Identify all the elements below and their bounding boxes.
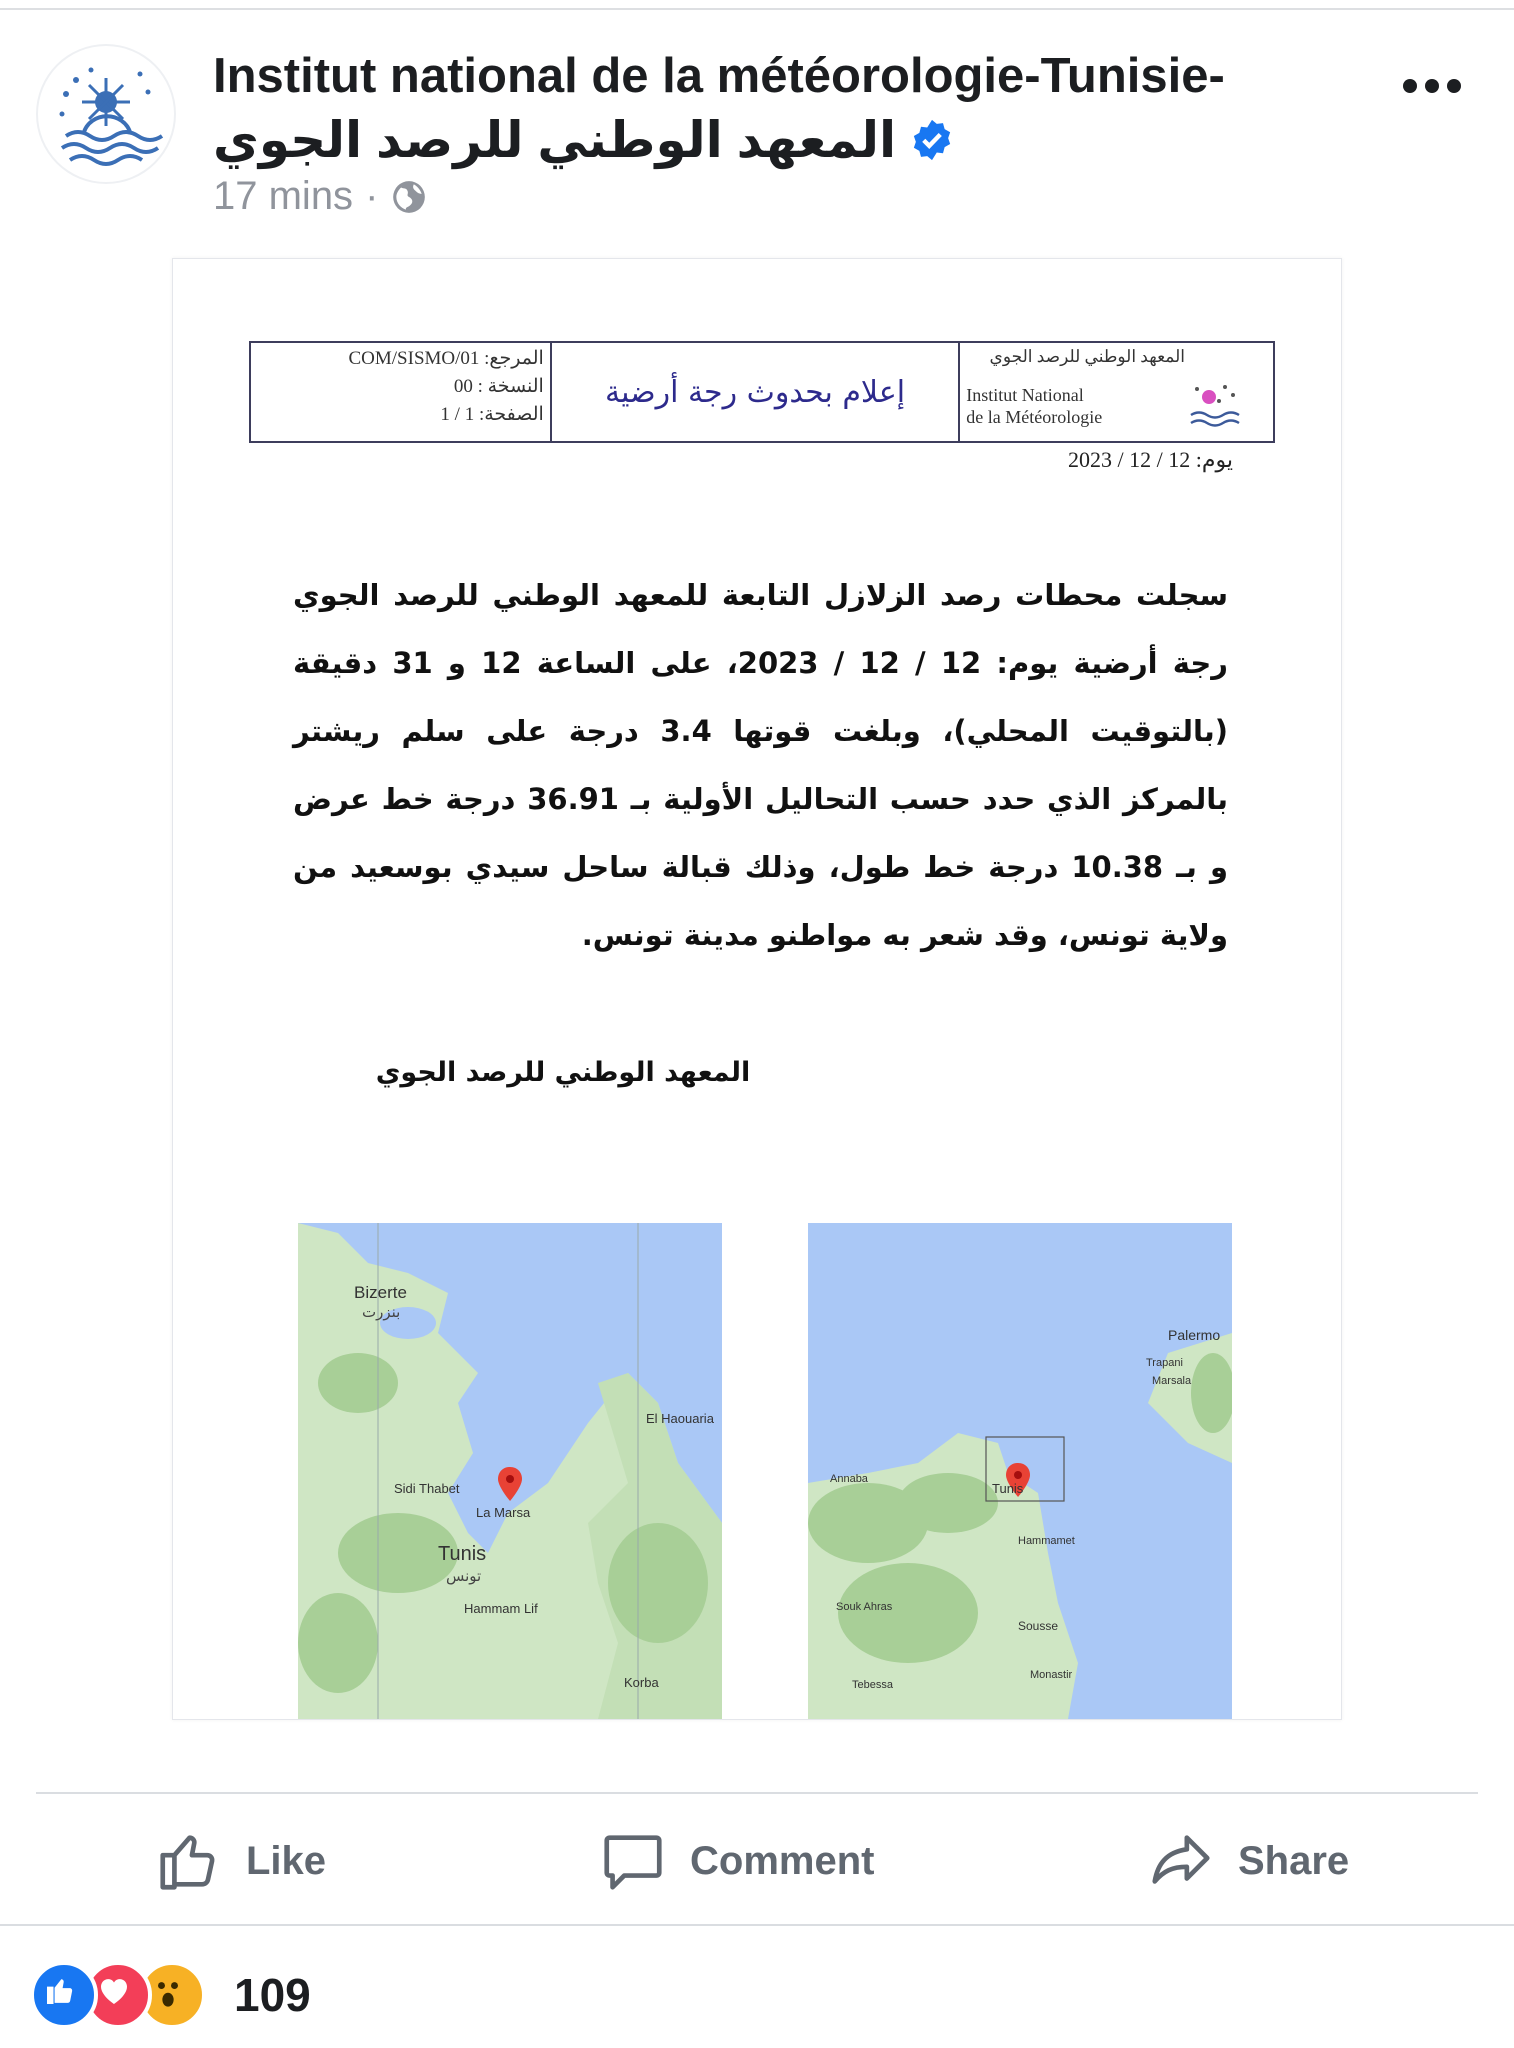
map1-label-el-haouaria: El Haouaria xyxy=(646,1411,714,1426)
map2-label-tunis: Tunis xyxy=(992,1481,1024,1496)
like-reaction-icon xyxy=(30,1961,98,2029)
map1-label-tunis-ar: تونس xyxy=(446,1568,482,1585)
page-name-arabic-line[interactable] xyxy=(213,110,954,170)
meta-separator: · xyxy=(365,174,379,218)
doc-version: النسخة : 00 xyxy=(453,376,544,397)
map2-label-tebessa: Tebessa xyxy=(852,1679,893,1691)
doc-org-fr-line1: Institut National xyxy=(966,385,1084,405)
comment-label: Comment xyxy=(690,1838,875,1883)
post-image-document[interactable] xyxy=(172,258,1342,1720)
doc-date: يوم: 12 / 12 / 2023 xyxy=(1068,447,1233,472)
map1-label-bizerte: Bizerte xyxy=(354,1283,407,1302)
share-label: Share xyxy=(1238,1838,1350,1883)
map1-label-hammam-lif: Hammam Lif xyxy=(464,1601,538,1616)
doc-org-cell xyxy=(958,343,1273,441)
doc-title-cell xyxy=(550,343,958,441)
map2-label-marsala: Marsala xyxy=(1152,1375,1192,1387)
map1-label-korba: Korba xyxy=(624,1675,659,1690)
page-name-arabic[interactable]: المعهد الوطني للرصد الجوي xyxy=(213,112,897,168)
doc-page: الصفحة: 1 / 1 xyxy=(440,404,544,425)
map2-label-souk-ahras: Souk Ahras xyxy=(836,1601,893,1613)
comment-button[interactable] xyxy=(598,1826,874,1896)
more-dots-icon[interactable] xyxy=(1400,66,1464,106)
share-button[interactable] xyxy=(1146,1826,1349,1896)
doc-signature: المعهد الوطني للرصد الجوي xyxy=(375,1057,751,1088)
doc-org-fr-line2: de la Météorologie xyxy=(966,407,1103,427)
page-name[interactable]: Institut national de la météorologie-Tunisie- xyxy=(213,49,1225,103)
map2-label-annaba: Annaba xyxy=(830,1473,868,1485)
reaction-count[interactable]: 109 xyxy=(234,1969,311,2021)
map2-label-sousse: Sousse xyxy=(1018,1619,1059,1633)
map2-label-palermo: Palermo xyxy=(1168,1327,1221,1343)
actions-bottom-divider xyxy=(0,1924,1514,1926)
map-region xyxy=(808,1223,1232,1719)
reactions-summary[interactable] xyxy=(30,1960,311,2030)
post-meta xyxy=(213,174,428,219)
thumbs-up-icon xyxy=(154,1826,224,1896)
map-tunis-zoomed xyxy=(298,1223,722,1719)
inm-logo-icon xyxy=(36,44,176,184)
page-avatar[interactable] xyxy=(36,44,176,184)
doc-ref: المرجع: COM/SISMO/01 xyxy=(348,348,544,369)
doc-title: إعلام بحدوث رجة أرضية xyxy=(605,374,906,410)
map2-label-monastir: Monastir xyxy=(1030,1669,1073,1681)
map1-label-sidi-thabet: Sidi Thabet xyxy=(394,1481,460,1496)
map2-label-trapani: Trapani xyxy=(1146,1357,1183,1369)
like-button[interactable] xyxy=(154,1826,326,1896)
doc-reference-cell xyxy=(251,343,550,441)
share-arrow-icon xyxy=(1146,1826,1216,1896)
doc-body: سجلت محطات رصد الزلازل التابعة للمعهد الوطني للرصد الجوي رجة أرضية يوم: 12 / 12 / 2023، على الساعة 12 و 31 دقيقة (بالتوقيت المحلي)، وبلغت قوتها 3.4 درجة على سلم ريشتر بالمركز الذي حدد حسب التحاليل الأولية بـ 36.91 درجة خط عرض و بـ 10.38 درجة خط طول، وذلك قبالة ساحل سيدي بوسعيد من ولاية تونس، وقد شعر به مواطنو مدينة تونس. xyxy=(293,578,1228,952)
map1-label-la-marsa: La Marsa xyxy=(476,1505,531,1520)
globe-icon[interactable] xyxy=(390,178,428,216)
doc-logo-icon xyxy=(1185,377,1247,433)
like-label: Like xyxy=(246,1838,327,1883)
doc-org-ar: المعهد الوطني للرصد الجوي xyxy=(989,347,1185,366)
map2-terrain xyxy=(808,1223,1232,1719)
actions-top-divider xyxy=(36,1792,1478,1794)
map1-label-tunis: Tunis xyxy=(438,1543,487,1565)
verified-badge-icon xyxy=(910,118,954,162)
top-divider xyxy=(0,8,1514,10)
map2-label-hammamet: Hammamet xyxy=(1018,1535,1075,1547)
post-time[interactable]: 17 mins xyxy=(213,174,354,218)
document-header-table xyxy=(249,341,1275,443)
comment-icon xyxy=(598,1826,668,1896)
map1-label-bizerte-ar: بنزرت xyxy=(362,1304,401,1321)
